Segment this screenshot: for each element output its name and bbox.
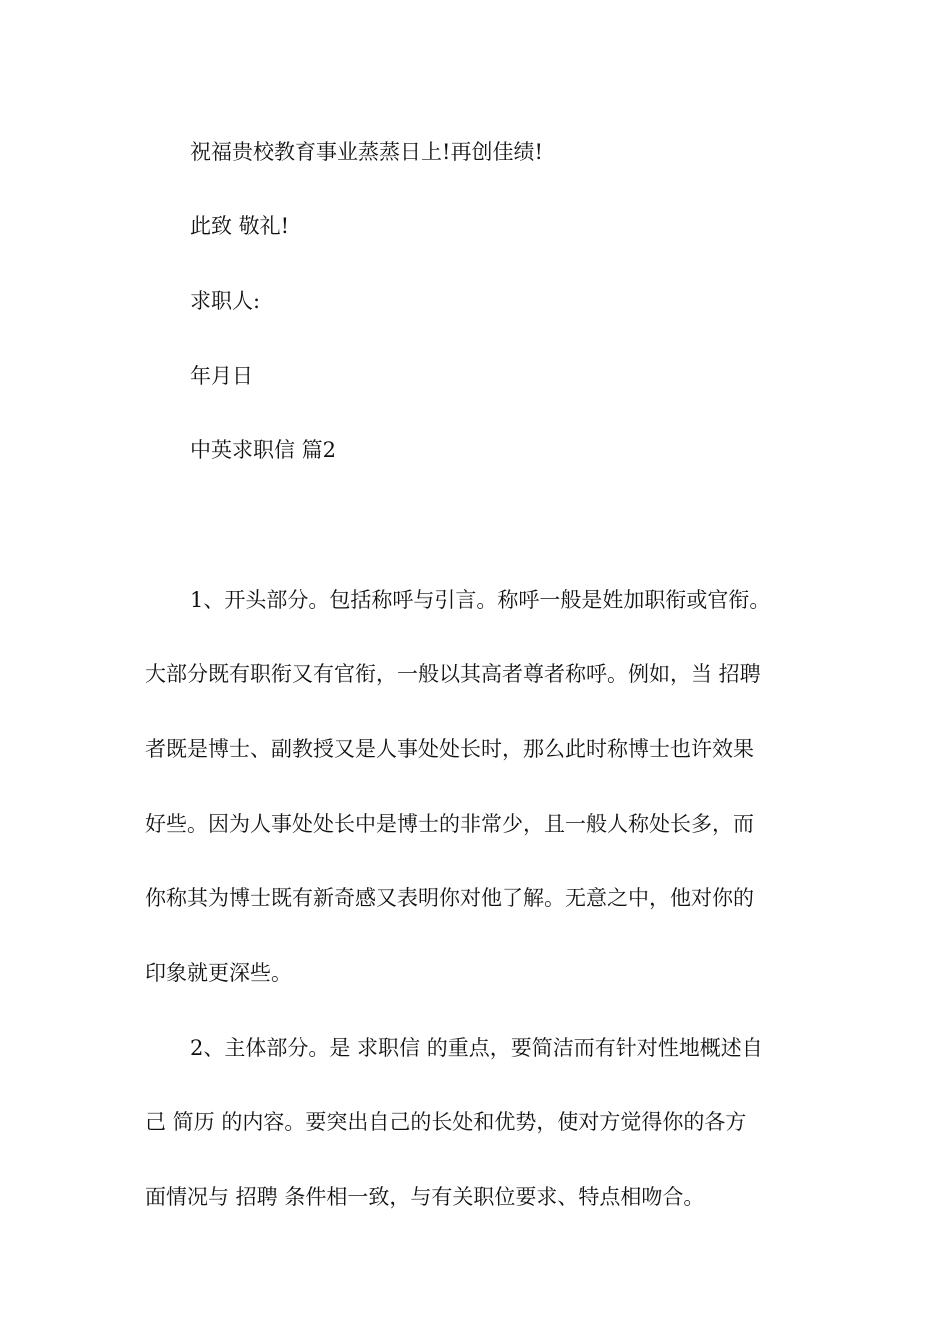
applicant-label: 求职人: (190, 289, 261, 313)
paragraph-line: 1、开头部分。包括称呼与引言。称呼一般是姓加职衔或官衔。 (190, 588, 771, 612)
paragraph-line: 2、主体部分。是 求职信 的重点，要简洁而有针对性地概述自 (190, 1036, 763, 1060)
section-title: 中英求职信 篇2 (190, 438, 337, 462)
paragraph-line: 大部分既有职衔又有官衔，一般以其高者尊者称呼。例如，当 招聘 (145, 662, 761, 686)
paragraph-line: 你称其为博士既有新奇感又表明你对他了解。无意之中，他对你的 (145, 886, 754, 910)
closing-salute: 此致 敬礼! (190, 214, 290, 238)
date-line: 年月日 (190, 364, 253, 388)
closing-wish: 祝福贵校教育事业蒸蒸日上!再创佳绩! (190, 140, 543, 164)
paragraph-line: 面情况与 招聘 条件相一致，与有关职位要求、特点相吻合。 (145, 1185, 705, 1209)
paragraph-line: 好些。因为人事处处长中是博士的非常少，且一般人称处长多，而 (145, 812, 754, 836)
paragraph-line: 印象就更深些。 (145, 961, 292, 985)
paragraph-line: 者既是博士、副教授又是人事处处长时，那么此时称博士也许效果 (145, 737, 754, 761)
paragraph-line: 己 简历 的内容。要突出自己的长处和优势，使对方觉得你的各方 (145, 1110, 747, 1134)
